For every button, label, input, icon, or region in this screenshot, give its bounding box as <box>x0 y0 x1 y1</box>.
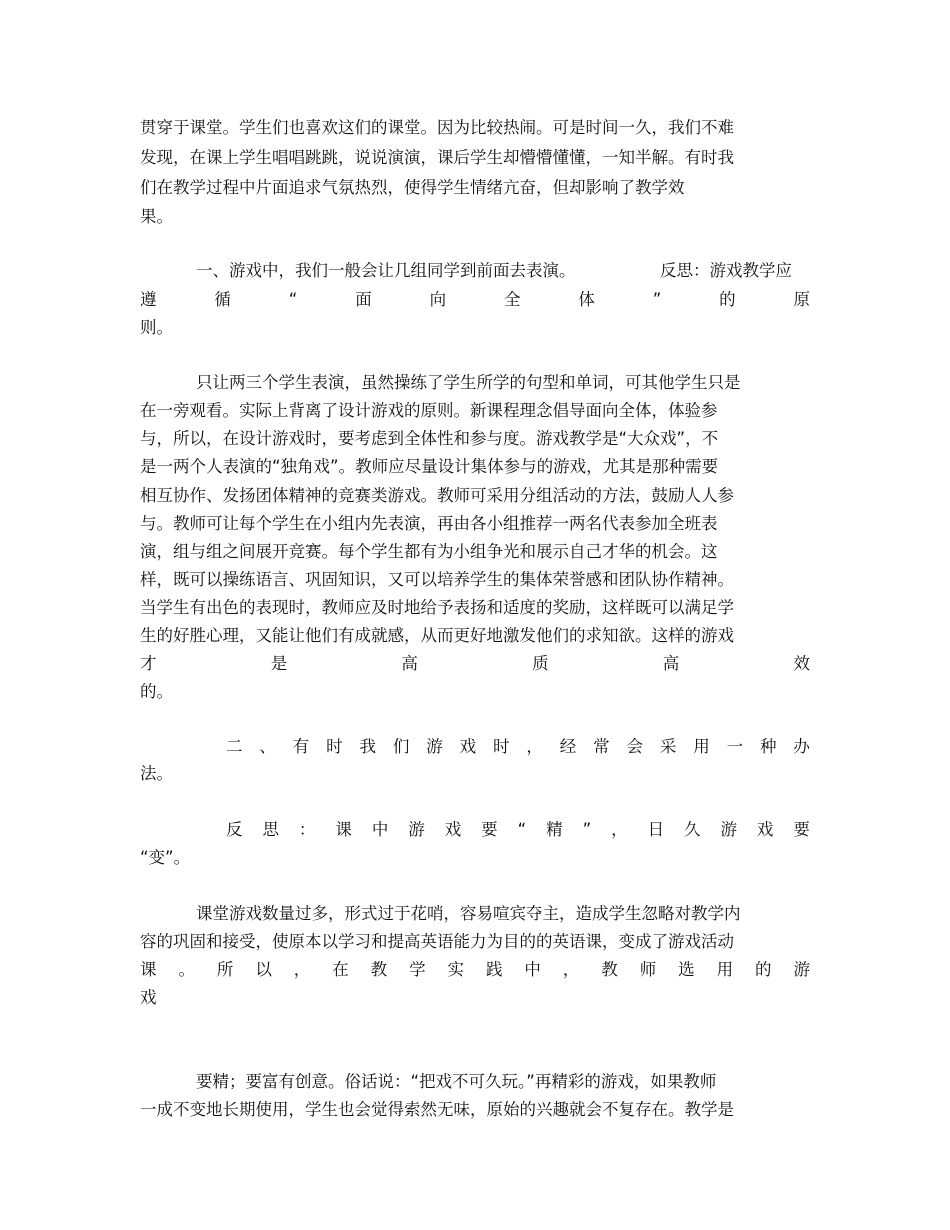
char: 教 <box>370 960 388 979</box>
paragraph-line: 容的巩固和接受，使原本以学习和提高英语能力为目的的英语课，变成了游戏活动 <box>140 932 734 951</box>
paragraph-line: 要精；要富有创意。俗话说：“把戏不可久玩。”再精彩的游戏，如果教师 <box>196 1072 717 1091</box>
char: 二 <box>226 737 243 756</box>
char: 采 <box>659 737 677 756</box>
char: 我 <box>359 737 376 756</box>
char: ， <box>526 737 543 756</box>
paragraph-line: 课堂游戏数量过多，形式过于花哨，容易喧宾夺主，造成学生忽略对教学内 <box>196 904 741 923</box>
char: 戏 <box>756 820 774 839</box>
char: 的 <box>719 290 736 309</box>
paragraph-line: 们在教学过程中片面追求气氛热烈，使得学生情绪亢奋，但却影响了教学效 <box>140 178 685 197</box>
paragraph-line: 贯穿于课堂。学生们也喜欢这们的课堂。因为比较热闹。可是时间一久，我们不难 <box>140 118 734 137</box>
char: 有 <box>292 737 310 756</box>
char: 反 <box>226 820 243 839</box>
char: 选 <box>678 960 695 979</box>
paragraph-line: 法。 <box>140 764 173 783</box>
justified-line <box>140 959 810 981</box>
char: 用 <box>693 737 710 756</box>
char: 久 <box>684 820 701 839</box>
char: 要 <box>481 820 498 839</box>
char: 中 <box>371 820 389 839</box>
char: 师 <box>639 960 657 979</box>
char: 遵 <box>140 290 157 309</box>
char: ” <box>652 290 662 309</box>
char: 要 <box>793 820 810 839</box>
justified-line <box>140 289 810 311</box>
char: 、 <box>259 737 276 756</box>
paragraph-line: 相互协作、发扬团体精神的竞赛类游戏。教师可采用分组活动的方法，鼓励人人参 <box>140 486 734 505</box>
char: 们 <box>392 737 410 756</box>
char: 面 <box>355 290 372 309</box>
paragraph-line: 的。 <box>140 682 173 701</box>
paragraph-line: 果。 <box>140 207 173 226</box>
char: 办 <box>793 737 810 756</box>
paragraph-line: 与。教师可让每个学生在小组内先表演，再由各小组推荐一两名代表参加全班表 <box>140 514 718 533</box>
paragraph-line: 一成不变地长期使用，学生也会觉得索然无味，原始的兴趣就会不复存在。教学是 <box>140 1100 734 1119</box>
char: 经 <box>559 737 577 756</box>
reflection-label: 反思：游戏教学应 <box>660 261 792 280</box>
char: 中 <box>524 960 541 979</box>
char: 用 <box>716 960 734 979</box>
char: 原 <box>793 290 810 309</box>
char: 全 <box>503 290 521 309</box>
char: 一 <box>726 737 744 756</box>
char: “ <box>288 290 298 309</box>
paragraph-line: 戏 <box>140 988 157 1007</box>
char: ， <box>611 820 628 839</box>
char: 教 <box>601 960 618 979</box>
reflection-heading <box>226 819 810 841</box>
char: 思 <box>262 820 279 839</box>
char: 时 <box>326 737 343 756</box>
char: 常 <box>593 737 610 756</box>
char: 的 <box>755 960 772 979</box>
char: 体 <box>578 290 595 309</box>
paragraph-line: 发现，在课上学生唱唱跳跳，说说演演，课后学生却懵懵懂懂，一知半解。有时我 <box>140 148 734 167</box>
char: 游 <box>426 737 443 756</box>
paragraph-line: 生的好胜心理，又能让他们有成就感，从而更好地激发他们的求知欲。这样的游戏 <box>140 626 734 645</box>
char: 高 <box>401 654 418 673</box>
char: ， <box>562 960 580 979</box>
char: 向 <box>429 290 447 309</box>
char: “ <box>517 820 527 839</box>
char: 所 <box>216 960 234 979</box>
paragraph-line: 只让两三个学生表演，虽然操练了学生所学的句型和单词，可其他学生只是 <box>196 373 741 392</box>
justified-line <box>140 653 810 675</box>
paragraph-line: “变”。 <box>140 848 191 867</box>
paragraph-line: 当学生有出色的表现时，教师应及时地给予表扬和适度的奖励，这样既可以满足学 <box>140 598 734 617</box>
paragraph-line: 则。 <box>140 318 173 337</box>
paragraph-line: 是一两个人表演的“独角戏”。教师应尽量设计集体参与的游戏，尤其是那种需要 <box>140 457 719 476</box>
char: ： <box>298 820 316 839</box>
section-heading-1: 一、游戏中，我们一般会让几组同学到前面去表演。 <box>196 261 576 280</box>
char: ” <box>582 820 592 839</box>
paragraph-line: 与，所以，在设计游戏时，要考虑到全体性和参与度。游戏教学是“大众戏”，不 <box>140 429 719 448</box>
char: 高 <box>662 654 680 673</box>
char: 时 <box>493 737 510 756</box>
char: 课 <box>140 960 157 979</box>
char: 学 <box>409 960 426 979</box>
paragraph-line: 演，组与组之间展开竞赛。每个学生都有为小组争光和展示自己才华的机会。这 <box>140 542 718 561</box>
char: 是 <box>270 654 288 673</box>
char: 游 <box>720 820 737 839</box>
char: 才 <box>140 654 157 673</box>
paragraph-line: 在一旁观看。实际上背离了设计游戏的原则。新课程理念倡导面向全体，体验参 <box>140 401 718 420</box>
char: 。 <box>178 960 195 979</box>
char: 精 <box>546 820 563 839</box>
char: 日 <box>647 820 665 839</box>
char: 循 <box>214 290 231 309</box>
paragraph-line: 样，既可以操练语言、巩固知识，又可以培养学生的集体荣誉感和团队协作精神。 <box>140 570 734 589</box>
char: ， <box>293 960 311 979</box>
char: 游 <box>793 960 810 979</box>
char: 会 <box>626 737 643 756</box>
char: 实 <box>447 960 464 979</box>
char: 戏 <box>444 820 462 839</box>
section-heading-2 <box>226 736 810 758</box>
char: 效 <box>793 654 810 673</box>
char: 课 <box>335 820 352 839</box>
char: 种 <box>760 737 777 756</box>
char: 践 <box>485 960 503 979</box>
char: 游 <box>408 820 425 839</box>
char: 质 <box>532 654 549 673</box>
char: 戏 <box>459 737 477 756</box>
char: 以 <box>255 960 272 979</box>
char: 在 <box>332 960 349 979</box>
